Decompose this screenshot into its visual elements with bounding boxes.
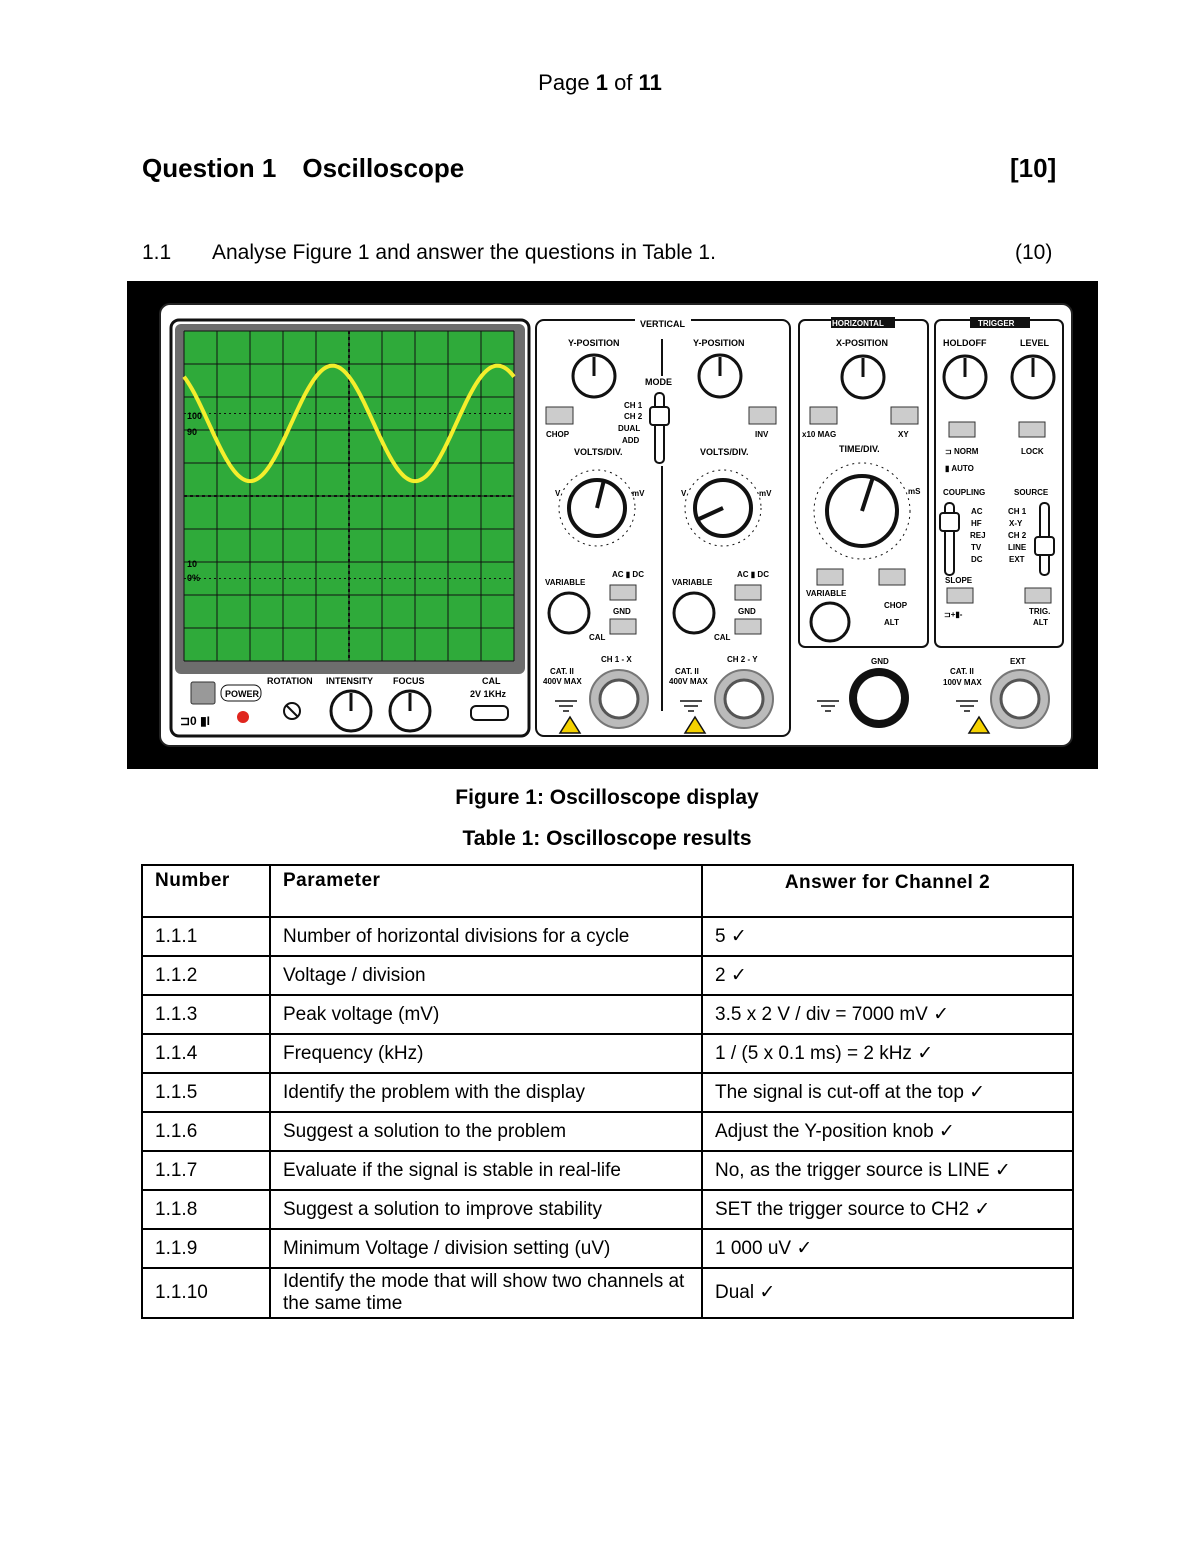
table-row xyxy=(142,995,1073,1034)
page-header xyxy=(0,70,1200,96)
subquestion-number: 1.1 xyxy=(142,241,172,264)
source-xy: X-Y xyxy=(1009,519,1023,528)
table-row xyxy=(142,1268,1073,1318)
row-parameter: Identify the mode that will show two channels at the same time xyxy=(270,1268,702,1318)
row-answer: 1 / (5 x 0.1 ms) = 2 kHz ✓ xyxy=(702,1034,1073,1073)
trig-alt-label: TRIG. xyxy=(1029,607,1051,616)
row-number: 1.1.4 xyxy=(142,1034,270,1073)
subquestion-text: Analyse Figure 1 and answer the questions in Table 1. xyxy=(212,241,716,264)
ch1-cal-label: CAL xyxy=(589,633,606,642)
coupling-rej: REJ xyxy=(970,531,986,540)
ch2-cat-label: CAT. II xyxy=(675,667,699,676)
horizontal-variable-knob[interactable] xyxy=(811,603,849,641)
question-number: Question 1 xyxy=(142,153,277,183)
cal-terminal[interactable] xyxy=(471,706,508,720)
row-number: 1.1.6 xyxy=(142,1112,270,1151)
lock-label: LOCK xyxy=(1021,447,1044,456)
row-parameter: Suggest a solution to the problem xyxy=(270,1112,702,1151)
mode-slider-track xyxy=(655,393,664,463)
power-led xyxy=(237,711,249,723)
coupling-tv: TV xyxy=(971,543,982,552)
chop-label: CHOP xyxy=(546,430,570,439)
row-parameter: Evaluate if the signal is stable in real-life xyxy=(270,1151,702,1190)
horizontal-chop-label: CHOP xyxy=(884,601,908,610)
horizontal-alt-label: ALT xyxy=(884,618,899,627)
row-number: 1.1.10 xyxy=(142,1268,270,1318)
ch1-gnd-button[interactable] xyxy=(610,619,636,634)
focus-label: FOCUS xyxy=(393,676,425,686)
coupling-ac: AC xyxy=(971,507,983,516)
page-word: Page xyxy=(538,70,590,95)
table-header-row xyxy=(142,865,1073,917)
row-answer: The signal is cut-off at the top ✓ xyxy=(702,1073,1073,1112)
mode-ch2: CH 2 xyxy=(624,412,643,421)
ext-label: EXT xyxy=(1010,657,1026,666)
chop-button[interactable] xyxy=(546,407,573,424)
ch2-v-unit: V xyxy=(681,489,687,498)
mode-slider-handle[interactable] xyxy=(650,407,669,425)
intensity-label: INTENSITY xyxy=(326,676,374,686)
header-answer: Answer for Channel 2 xyxy=(702,865,1073,917)
slope-button[interactable] xyxy=(947,588,973,603)
table-caption: Table 1: Oscilloscope results xyxy=(462,827,752,850)
table-row xyxy=(142,1190,1073,1229)
mode-add: ADD xyxy=(622,436,640,445)
mode-label: MODE xyxy=(645,377,672,387)
row-answer: 3.5 x 2 V / div = 7000 mV ✓ xyxy=(702,995,1073,1034)
source-ch1: CH 1 xyxy=(1008,507,1027,516)
source-line: LINE xyxy=(1008,543,1027,552)
ch1-mv-unit: mV xyxy=(632,489,645,498)
auto-label: ▮ AUTO xyxy=(945,464,974,473)
ch1-variable-label: VARIABLE xyxy=(545,578,586,587)
horizontal-variable-label: VARIABLE xyxy=(806,589,847,598)
ch2-variable-knob[interactable] xyxy=(674,593,714,633)
table-row xyxy=(142,1112,1073,1151)
ch1-gnd-label: GND xyxy=(613,607,631,616)
mode-ch1: CH 1 xyxy=(624,401,643,410)
table-row xyxy=(142,1034,1073,1073)
vertical-label: VERTICAL xyxy=(640,319,685,329)
level-label: LEVEL xyxy=(1020,338,1050,348)
ch1-volts-div-label: VOLTS/DIV. xyxy=(574,447,623,457)
cal-value: 2V 1KHz xyxy=(470,689,507,699)
norm-auto-button[interactable] xyxy=(949,422,975,437)
xy-label: XY xyxy=(898,430,909,439)
row-parameter: Voltage / division xyxy=(270,956,702,995)
results-table xyxy=(141,864,1074,1319)
row-number: 1.1.1 xyxy=(142,917,270,956)
screen-label-100: 100 xyxy=(187,411,203,421)
mode-dual: DUAL xyxy=(618,424,641,433)
coupling-dc: DC xyxy=(971,555,983,564)
ext-cat-label: CAT. II xyxy=(950,667,974,676)
row-number: 1.1.5 xyxy=(142,1073,270,1112)
source-label: SOURCE xyxy=(1014,488,1049,497)
row-answer: Adjust the Y-position knob ✓ xyxy=(702,1112,1073,1151)
power-label: POWER xyxy=(225,689,260,699)
question-title xyxy=(142,153,464,184)
ch1-cat-label: CAT. II xyxy=(550,667,574,676)
row-answer: 2 ✓ xyxy=(702,956,1073,995)
ch2-cal-label: CAL xyxy=(714,633,731,642)
page-total: 11 xyxy=(638,70,662,95)
row-number: 1.1.3 xyxy=(142,995,270,1034)
rotation-label: ROTATION xyxy=(267,676,313,686)
ch1-v-unit: V xyxy=(555,489,561,498)
ch1-ac-dc-label: AC ▮ DC xyxy=(612,570,644,579)
table-row xyxy=(142,1073,1073,1112)
power-button[interactable] xyxy=(191,682,215,704)
question-topic: Oscilloscope xyxy=(302,153,465,183)
source-slider-handle[interactable] xyxy=(1035,537,1054,555)
row-answer: Dual ✓ xyxy=(702,1268,1073,1318)
table-row xyxy=(142,917,1073,956)
ch2-ac-dc-button[interactable] xyxy=(735,585,761,600)
x-position-label: X-POSITION xyxy=(836,338,889,348)
ch2-max-label: 400V MAX xyxy=(669,677,708,686)
row-number: 1.1.8 xyxy=(142,1190,270,1229)
ch1-max-label: 400V MAX xyxy=(543,677,582,686)
row-parameter: Frequency (kHz) xyxy=(270,1034,702,1073)
figure-caption: Figure 1: Oscilloscope display xyxy=(455,786,759,809)
oscilloscope-figure xyxy=(127,281,1098,769)
inv-label: INV xyxy=(755,430,769,439)
row-parameter: Number of horizontal divisions for a cycle xyxy=(270,917,702,956)
row-answer: No, as the trigger source is LINE ✓ xyxy=(702,1151,1073,1190)
inv-button[interactable] xyxy=(749,407,776,424)
slope-options: ⊐+▮- xyxy=(944,610,963,619)
row-parameter: Minimum Voltage / division setting (uV) xyxy=(270,1229,702,1268)
x10-mag-button[interactable] xyxy=(810,407,837,424)
table-row xyxy=(142,956,1073,995)
chop-alt-button[interactable] xyxy=(879,569,905,585)
source-ch2: CH 2 xyxy=(1008,531,1027,540)
ch2-variable-label: VARIABLE xyxy=(672,578,713,587)
coupling-hf: HF xyxy=(971,519,982,528)
gnd-terminal-label: GND xyxy=(871,657,889,666)
page-number: 1 xyxy=(595,70,608,95)
slope-label: SLOPE xyxy=(945,576,973,585)
screen-label-0: 0% xyxy=(187,573,201,583)
trig-alt-label-2: ALT xyxy=(1033,618,1048,627)
ch2-y-label: CH 2 - Y xyxy=(727,655,758,664)
row-number: 1.1.9 xyxy=(142,1229,270,1268)
coupling-label: COUPLING xyxy=(943,488,986,497)
row-parameter: Identify the problem with the display xyxy=(270,1073,702,1112)
oscilloscope-illustration xyxy=(127,281,1098,769)
ch1-ac-dc-button[interactable] xyxy=(610,585,636,600)
ch2-volts-div-label: VOLTS/DIV. xyxy=(700,447,749,457)
screen-label-10: 10 xyxy=(187,559,198,569)
ext-max-label: 100V MAX xyxy=(943,678,982,687)
source-ext: EXT xyxy=(1009,555,1025,564)
lock-button[interactable] xyxy=(1019,422,1045,437)
holdoff-label: HOLDOFF xyxy=(943,338,987,348)
question-marks: [10] xyxy=(1010,153,1057,183)
of-word: of xyxy=(614,70,633,95)
row-answer: 5 ✓ xyxy=(702,917,1073,956)
horizontal-variable-button[interactable] xyxy=(817,569,843,585)
table-row xyxy=(142,1151,1073,1190)
table-row xyxy=(142,1229,1073,1268)
row-parameter: Suggest a solution to improve stability xyxy=(270,1190,702,1229)
ch2-ac-dc-label: AC ▮ DC xyxy=(737,570,769,579)
ch1-x-label: CH 1 - X xyxy=(601,655,632,664)
row-parameter: Peak voltage (mV) xyxy=(270,995,702,1034)
norm-label: ⊐ NORM xyxy=(945,447,979,456)
ch2-mv-unit: mV xyxy=(759,489,772,498)
power-switch-icon: ⊐0 ▮I xyxy=(180,714,210,728)
row-number: 1.1.2 xyxy=(142,956,270,995)
screen-label-90: 90 xyxy=(187,427,198,437)
row-answer: 1 000 uV ✓ xyxy=(702,1229,1073,1268)
x10-mag-label: x10 MAG xyxy=(802,430,837,439)
trigger-label: TRIGGER xyxy=(978,319,1015,328)
ch2-y-position-label: Y-POSITION xyxy=(693,338,745,348)
time-div-label: TIME/DIV. xyxy=(839,444,880,454)
header-parameter: Parameter xyxy=(270,865,702,917)
row-number: 1.1.7 xyxy=(142,1151,270,1190)
cal-label: CAL xyxy=(482,676,501,686)
row-answer: SET the trigger source to CH2 ✓ xyxy=(702,1190,1073,1229)
coupling-slider-handle[interactable] xyxy=(940,513,959,531)
time-ms-unit: mS xyxy=(908,487,921,496)
ch2-gnd-button[interactable] xyxy=(735,619,761,634)
xy-button[interactable] xyxy=(891,407,918,424)
header-number: Number xyxy=(142,865,270,917)
trig-alt-button[interactable] xyxy=(1025,588,1051,603)
horizontal-label: HORIZONTAL xyxy=(832,319,884,328)
ch1-y-position-label: Y-POSITION xyxy=(568,338,620,348)
ch1-variable-knob[interactable] xyxy=(549,593,589,633)
ch2-gnd-label: GND xyxy=(738,607,756,616)
subquestion-marks: (10) xyxy=(1015,241,1053,264)
